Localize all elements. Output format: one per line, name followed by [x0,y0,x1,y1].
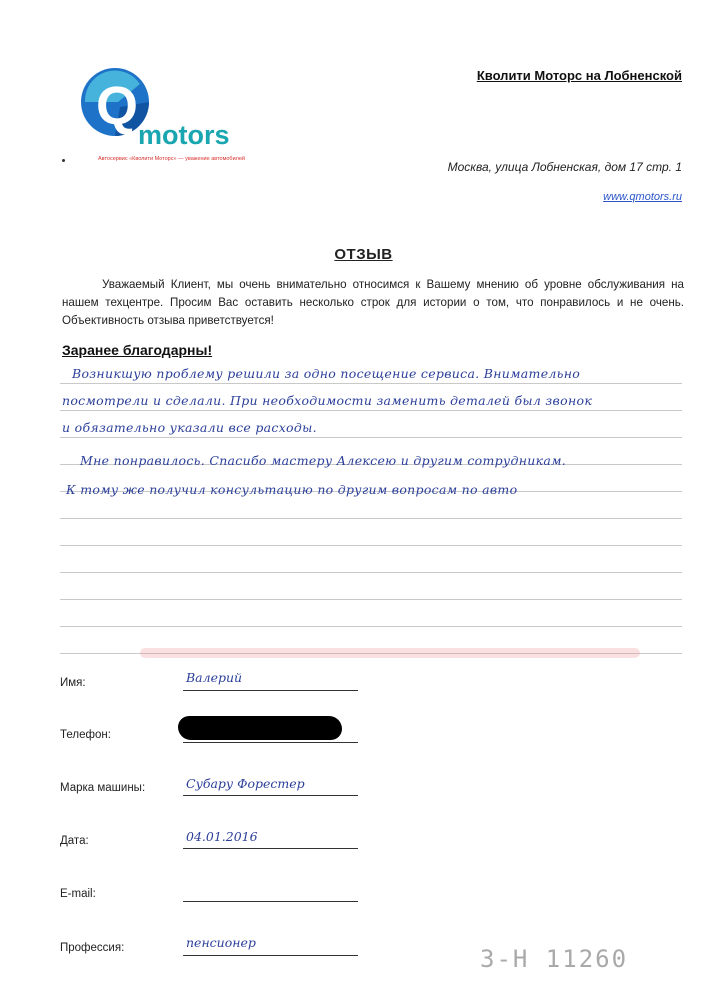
logo-tagline: Автосервис «Кволити Моторс» — уважение автомобилей [98,156,245,162]
email-field[interactable] [183,901,358,902]
review-line: посмотрели и сделали. При необходимости заменить деталей был звонок [62,393,593,408]
phone-redaction [178,716,342,740]
website-link[interactable]: www.qmotors.ru [603,191,682,203]
ruled-line [60,437,682,438]
logo-word: motors [138,120,230,150]
ruled-line [60,383,682,384]
review-line: и обязательно указали все расходы. [62,420,317,435]
company-name: Кволити Моторс на Лобненской [476,68,682,83]
name-field[interactable] [183,690,358,691]
date-value: 04.01.2016 [186,829,258,844]
ruled-line [60,599,682,600]
profession-label: Профессия: [60,942,125,954]
name-label: Имя: [60,677,86,689]
phone-label: Телефон: [60,729,111,741]
company-address: Москва, улица Лобненская, дом 17 стр. 1 [447,160,682,174]
profession-field[interactable] [183,955,358,956]
ruled-line [60,572,682,573]
name-value: Валерий [186,670,243,685]
car-value: Субару Форестер [186,776,305,791]
ruled-line [60,410,682,411]
thanks-heading: Заранее благодарны! [62,342,213,358]
form-title: ОТЗЫВ [334,246,393,263]
registration-stamp: 3-Н 11260 [480,945,629,973]
watermark-band [140,642,640,664]
review-line: Мне понравилось. Спасибо мастеру Алексею и другим сотрудникам. [80,453,567,468]
intro-text: Уважаемый Клиент, мы очень внимательно относимся к Вашему мнению об уровне обслуживания на нашем техцентре. Просим Вас оставить несколько строк для истории о том, что понравилось и не очень. Объективность отзыва приветствуется! [62,278,684,327]
car-label: Марка машины: [60,782,146,794]
logo-letter: Q [96,76,139,136]
dot-mark [62,159,65,162]
review-line: Возникшую проблему решили за одно посещение сервиса. Внимательно [72,366,581,381]
ruled-line [60,518,682,519]
review-line: К тому же получил консультацию по другим вопросам по авто [66,482,518,497]
date-label: Дата: [60,835,89,847]
qmotors-logo [70,62,270,172]
email-label: E-mail: [60,888,96,900]
date-field[interactable] [183,848,358,849]
phone-field[interactable] [183,742,358,743]
car-field[interactable] [183,795,358,796]
profession-value: пенсионер [186,935,256,950]
ruled-line [60,545,682,546]
ruled-line [60,626,682,627]
